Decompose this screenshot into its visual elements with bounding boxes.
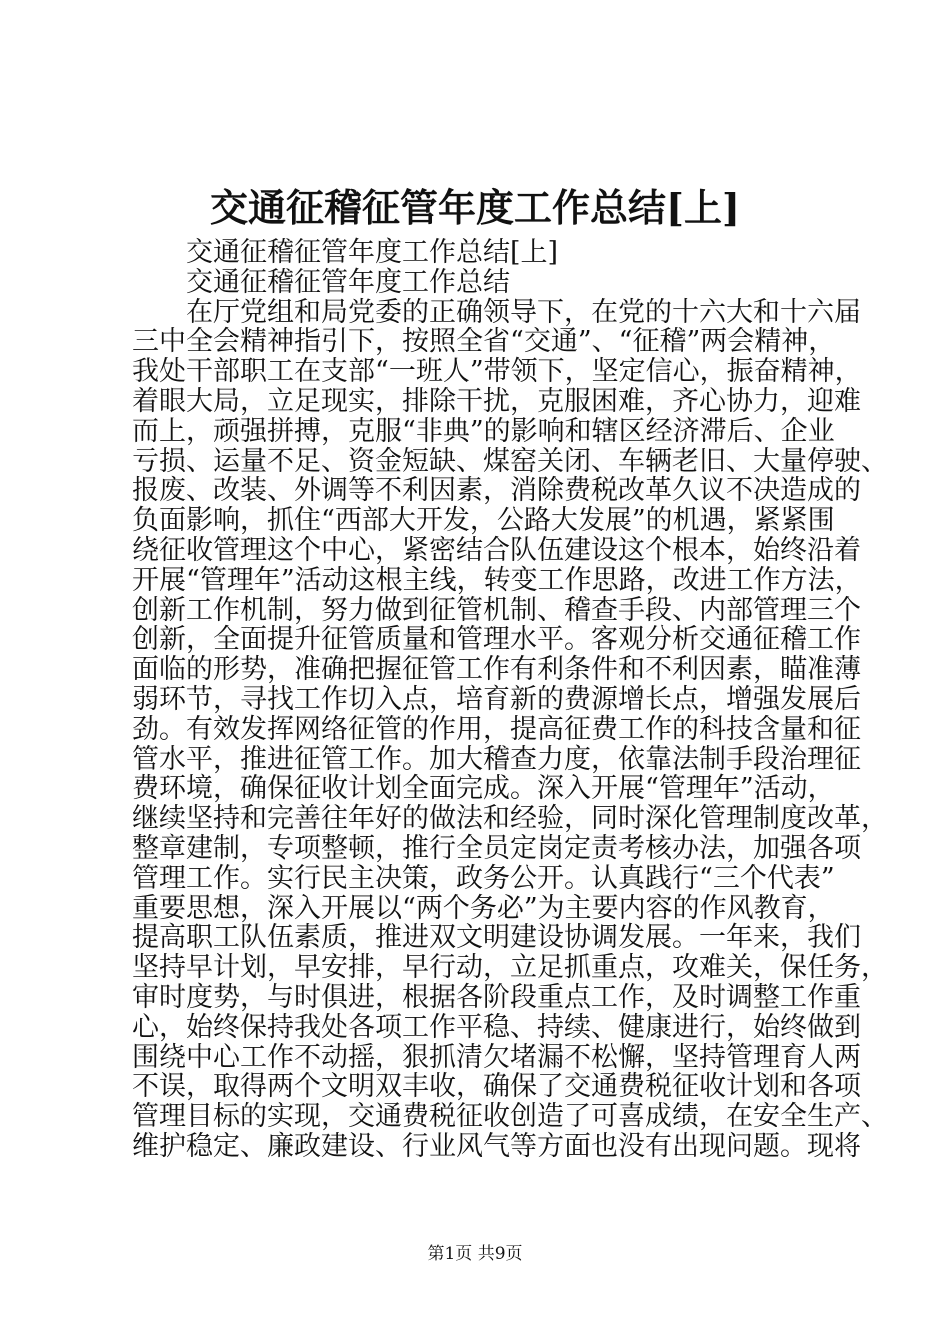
body-line: 负 面 影 响 ， 抓 住 “ 西 部 大 开 发 ， 公 路 大 发 展 ” 的 机 遇 ， 紧 紧 围 (132, 505, 835, 537)
body-line: 管 理 工 作 。 实 行 民 主 决 策 ， 政 务 公 开 。 认 真 践 行 “ 三 个 代 表 ” (132, 862, 835, 894)
body-line: 坚 持 早 计 划 ， 早 安 排 ， 早 行 动 ， 立 足 抓 重 点 ， 攻 难 关 ， 保 任 务 ， (132, 952, 888, 984)
body-line: 心 ， 始 终 保 持 我 处 各 项 工 作 平 稳 、 持 续 、 健 康 进 行 ， 始 终 做 到 (132, 1011, 861, 1043)
body-line: 着 眼 大 局 ， 立 足 现 实 ， 排 除 干 扰 ， 克 服 困 难 ， 齐 心 协 力 ， 迎 难 (132, 385, 861, 417)
body-line: 而 上 ， 顽 强 拼 搏 ， 克 服 “ 非 典 ” 的 影 响 和 辖 区 经 济 滞 后 、 企 业 (132, 415, 835, 447)
body-line: 开 展 “ 管 理 年 ” 活 动 这 根 主 线 ， 转 变 工 作 思 路 ， 改 进 工 作 方 法 ， (132, 564, 862, 596)
page-number: 第1页 共9页 (427, 1244, 523, 1264)
body-line: 不 误 ， 取 得 两 个 文 明 双 丰 收 ， 确 保 了 交 通 费 税 征 收 计 划 和 各 项 (132, 1071, 861, 1103)
body-line: 三 中 全 会 精 神 指 引 下 ， 按 照 全 省 “ 交 通 ” 、 “ 征 稽 ” 两 会 精 神 ， (132, 326, 836, 358)
body-line: 创 新 工 作 机 制 ， 努 力 做 到 征 管 机 制 、 稽 查 手 段 、 内 部 管 理 三 个 (132, 594, 861, 626)
body-line: 在 厅 党 组 和 局 党 委 的 正 确 领 导 下 ， 在 党 的 十 六 大 和 十 六 届 (186, 296, 861, 328)
body-line: 提 高 职 工 队 伍 素 质 ， 推 进 双 文 明 建 设 协 调 发 展 。 一 年 来 ， 我 们 (132, 922, 861, 954)
body-line: 维 护 稳 定 、 廉 政 建 设 、 行 业 风 气 等 方 面 也 没 有 出 现 问 题 。 现 将 (132, 1130, 861, 1162)
document-title: 交通征稽征管年度工作总结[上] (210, 185, 740, 230)
body-line: 劲 。 有 效 发 挥 网 络 征 管 的 作 用 ， 提 高 征 费 工 作 的 科 技 含 量 和 征 (132, 713, 861, 745)
body-line: 我 处 干 部 职 工 在 支 部 “ 一 班 人 ” 带 领 下 ， 坚 定 信 心 ， 振 奋 精 神 ， (132, 356, 862, 388)
subtitle-line: 交通征稽征管年度工作总结 (186, 266, 510, 298)
body-line: 重 要 思 想 ， 深 入 开 展 以 “ 两 个 务 必 ” 为 主 要 内 容 的 作 风 教 育 ， (132, 892, 835, 924)
body-line: 创 新 ， 全 面 提 升 征 管 质 量 和 管 理 水 平 。 客 观 分 析 交 通 征 稽 工 作 (132, 624, 861, 656)
body-line: 报 废 、 改 装 、 外 调 等 不 利 因 素 ， 消 除 费 税 改 革 久 议 不 决 造 成 的 (132, 475, 861, 507)
body-line: 管 理 目 标 的 实 现 ， 交 通 费 税 征 收 创 造 了 可 喜 成 绩 ， 在 安 全 生 产 、 (132, 1101, 888, 1133)
body-line: 亏 损 、 运 量 不 足 、 资 金 短 缺 、 煤 窑 关 闭 、 车 辆 老 旧 、 大 量 停 驶 、 (132, 445, 888, 477)
body-line: 审 时 度 势 ， 与 时 俱 进 ， 根 据 各 阶 段 重 点 工 作 ， 及 时 调 整 工 作 重 (132, 981, 861, 1013)
body-line: 管 水 平 ， 推 进 征 管 工 作 。 加 大 稽 查 力 度 ， 依 靠 法 制 手 段 治 理 征 (132, 743, 861, 775)
body-line: 弱 环 节 ， 寻 找 工 作 切 入 点 ， 培 育 新 的 费 源 增 长 点 ， 增 强 发 展 后 (132, 683, 861, 715)
subtitle-line: 交通征稽征管年度工作总结[上] (186, 237, 559, 268)
document-body (132, 237, 888, 1162)
body-line: 继 续 坚 持 和 完 善 往 年 好 的 做 法 和 经 验 ， 同 时 深 化 管 理 制 度 改 革 ， (132, 803, 888, 835)
body-line: 费 环 境 ， 确 保 征 收 计 划 全 面 完 成 。 深 入 开 展 “ 管 理 年 ” 活 动 ， (132, 773, 835, 805)
body-line: 面 临 的 形 势 ， 准 确 把 握 征 管 工 作 有 利 条 件 和 不 利 因 素 ， 瞄 准 薄 (132, 654, 861, 686)
body-line: 绕 征 收 管 理 这 个 中 心 ， 紧 密 结 合 队 伍 建 设 这 个 根 本 ， 始 终 沿 着 (132, 534, 861, 566)
body-line: 围 绕 中 心 工 作 不 动 摇 ， 狠 抓 清 欠 堵 漏 不 松 懈 ， 坚 持 管 理 育 人 两 (132, 1041, 861, 1073)
body-line: 整 章 建 制 ， 专 项 整 顿 ， 推 行 全 员 定 岗 定 责 考 核 办 法 ， 加 强 各 项 (132, 832, 861, 864)
